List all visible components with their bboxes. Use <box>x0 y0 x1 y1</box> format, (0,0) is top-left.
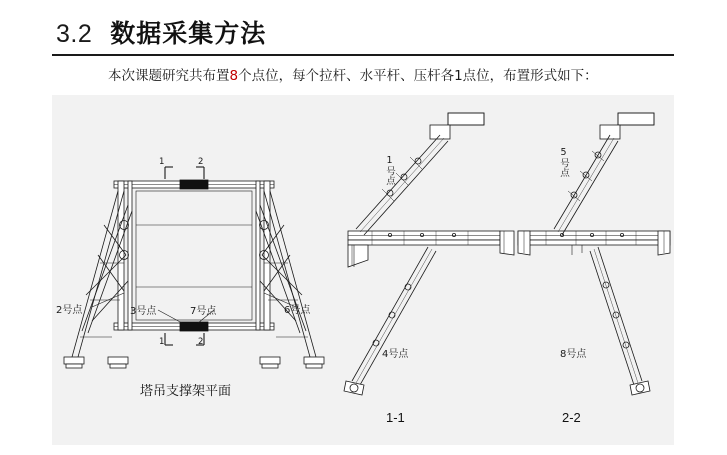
section2-caption: 2-2 <box>562 410 581 425</box>
plan-label-point3: 3号点 <box>130 306 157 317</box>
section1-label-point1: 1号点 <box>384 155 395 185</box>
subtitle-text <box>108 66 688 86</box>
plan-label-point2: 2号点 <box>56 305 83 316</box>
section2-label-point8: 8号点 <box>560 349 587 360</box>
plan-section-mark-2-top: 2 <box>198 157 204 167</box>
slide-heading <box>56 14 266 50</box>
plan-label-point7: 7号点 <box>190 306 217 317</box>
heading-text: 数据采集方法 <box>110 19 267 48</box>
plan-label-point6: 6号点 <box>284 305 311 316</box>
subtitle-part2: 个点位，每个拉杆、水平杆、压杆各1点位，布置形式如下： <box>238 68 598 84</box>
plan-caption: 塔吊支撑架平面 <box>140 384 232 399</box>
plan-section-mark-1-bottom: 1 <box>159 337 165 347</box>
plan-section-mark-1-top: 1 <box>159 157 165 167</box>
plan-section-mark-2-bottom: 2 <box>198 337 204 347</box>
figure-panel <box>52 95 674 445</box>
heading-divider <box>52 54 674 56</box>
section1-caption: 1-1 <box>386 410 405 425</box>
section2-label-point5: 5号点 <box>558 147 569 177</box>
heading-number: 3.2 <box>56 20 93 48</box>
subtitle-part1: 本次课题研究共布置 <box>108 68 230 84</box>
subtitle-highlight: 8 <box>229 68 239 84</box>
section1-label-point4: 4号点 <box>382 349 409 360</box>
